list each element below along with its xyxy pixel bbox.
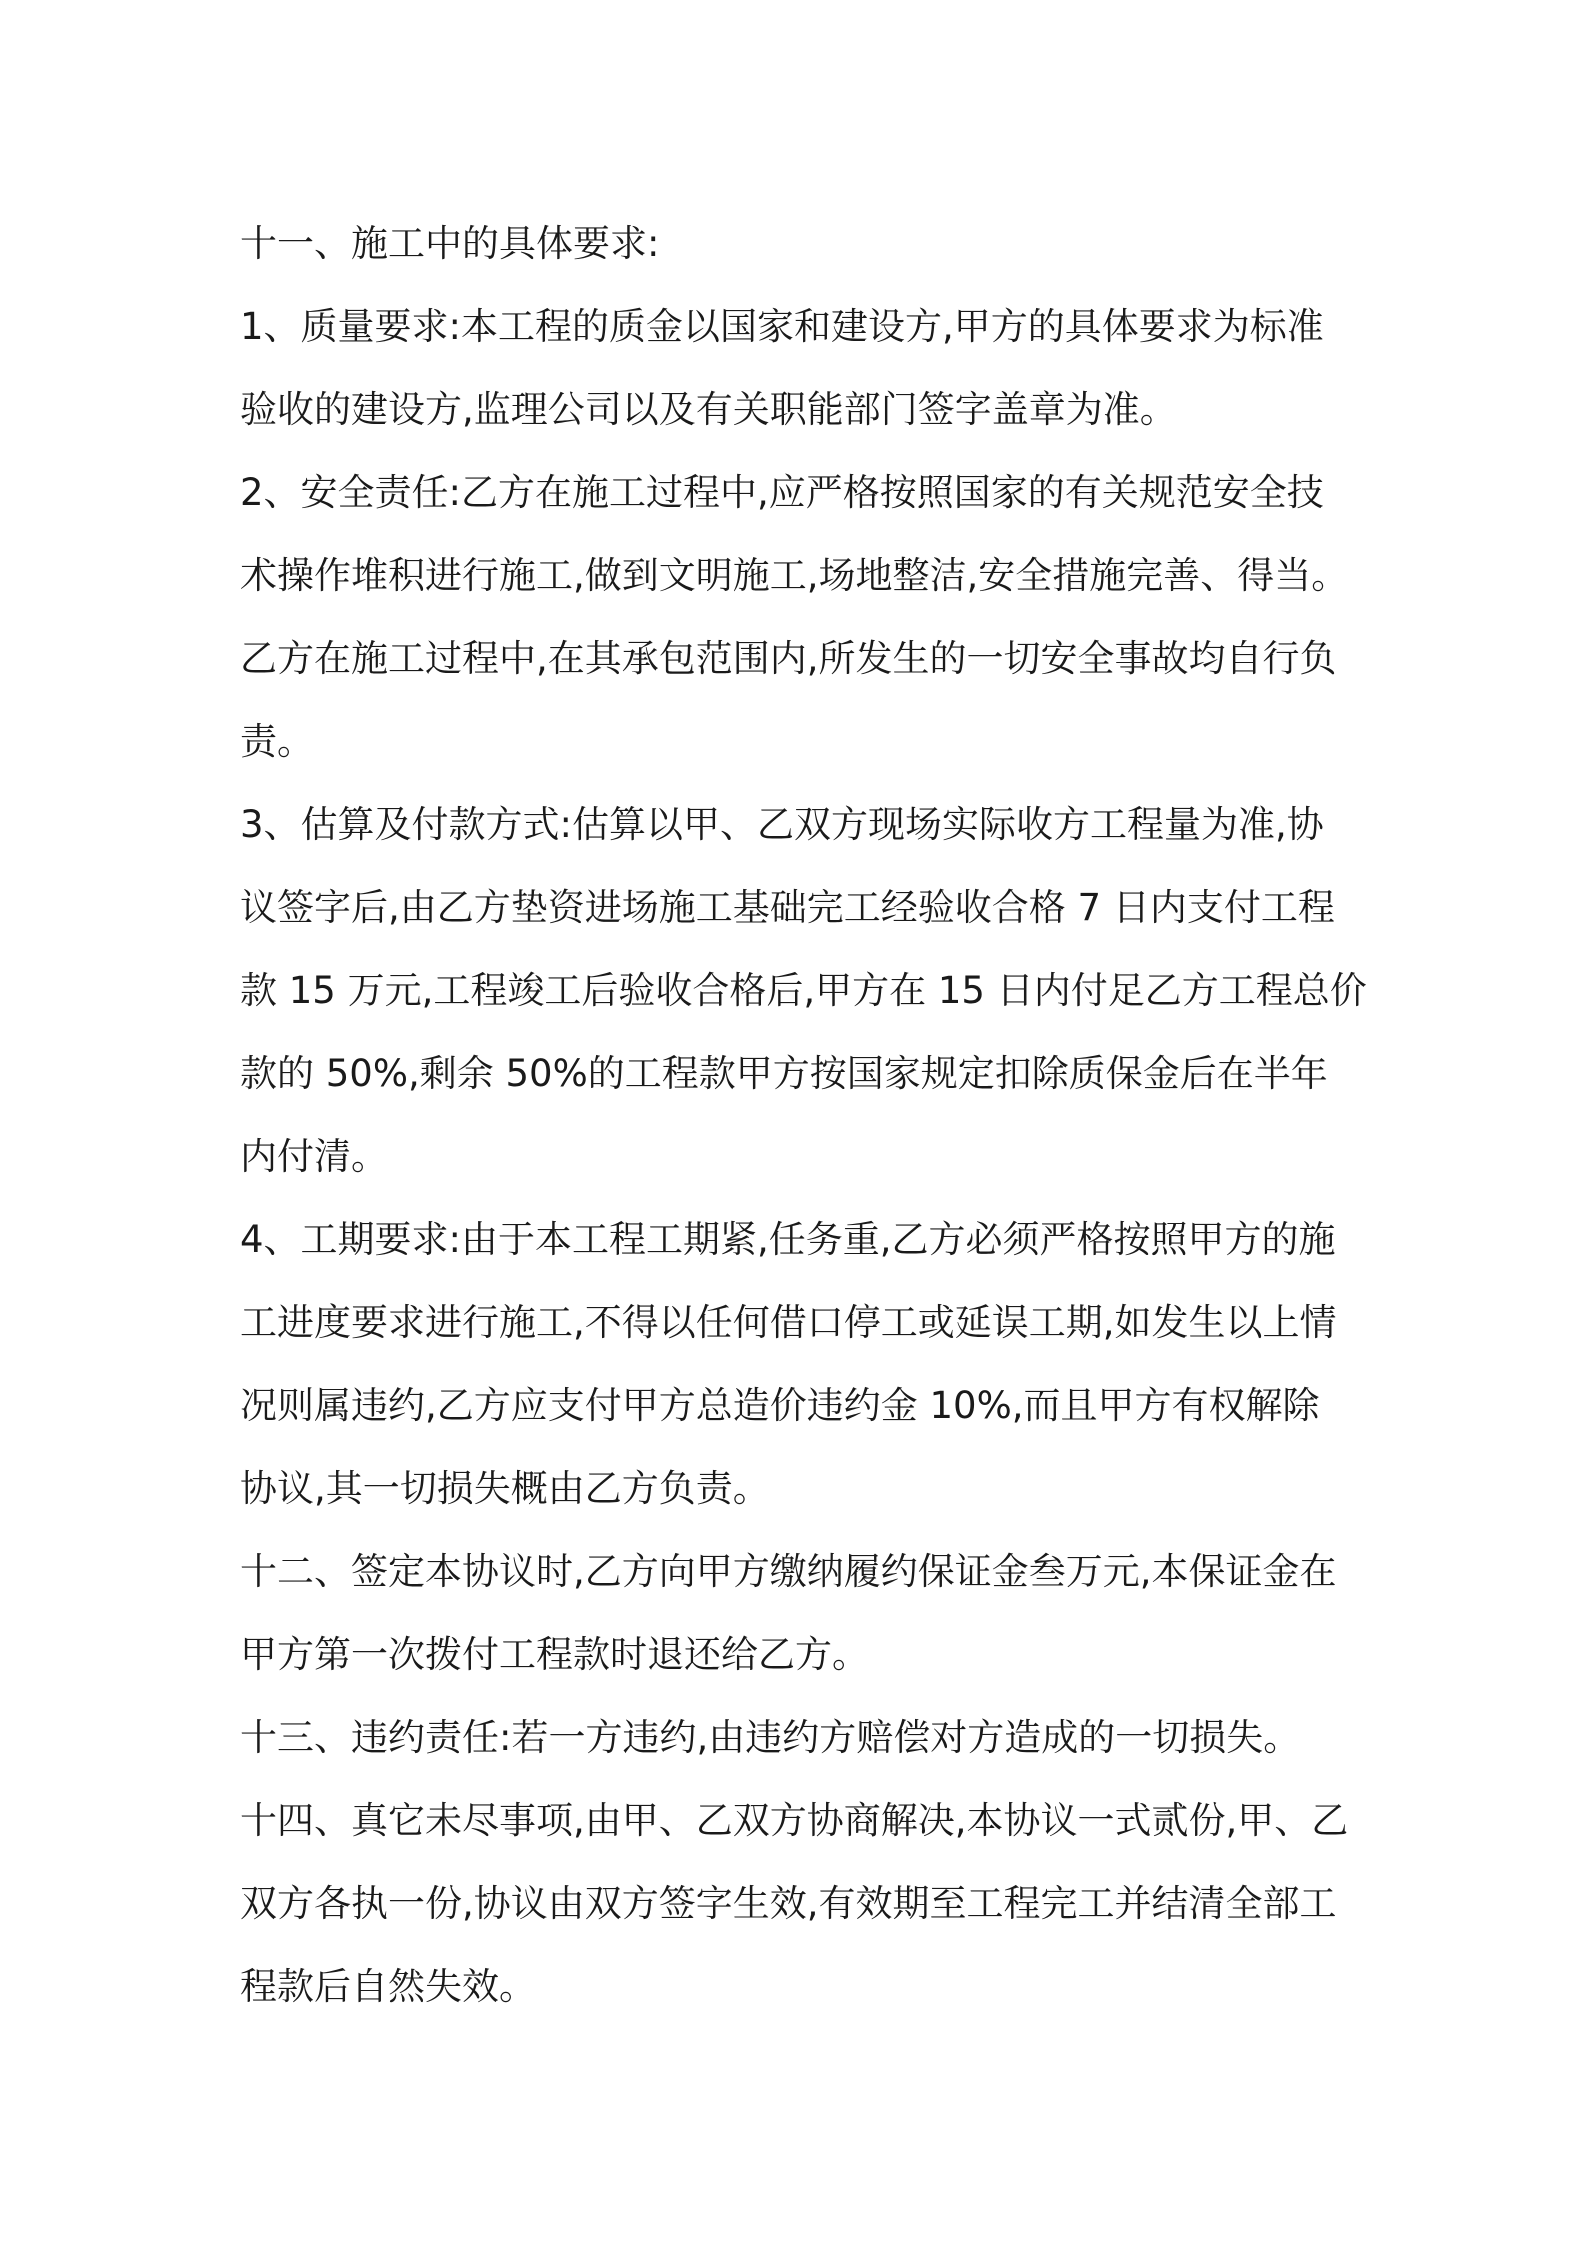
text-line: 4、工期要求:由于本工程工期紧,任务重,乙方必须严格按照甲方的施	[240, 1218, 1336, 1261]
clause-quality	[240, 285, 1360, 451]
clause-liability	[240, 1696, 1360, 1779]
clause-safety	[240, 451, 1360, 783]
text-line: 乙方在施工过程中,在其承包范围内,所发生的一切安全事故均自行负	[240, 637, 1337, 680]
document-body	[240, 202, 1367, 2028]
text-line: 十三、违约责任:若一方违约,由违约方赔偿对方造成的一切损失。	[240, 1716, 1301, 1759]
text-line: 十四、真它未尽事项,由甲、乙双方协商解决,本协议一式贰份,甲、乙	[240, 1799, 1349, 1842]
clause-other	[240, 1779, 1360, 2028]
text-line: 术操作堆积进行施工,做到文明施工,场地整洁,安全措施完善、得当。	[240, 554, 1349, 597]
text-line: 2、安全责任:乙方在施工过程中,应严格按照国家的有关规范安全技	[240, 471, 1324, 514]
text-line: 内付清。	[240, 1135, 388, 1178]
text-line: 协议,其一切损失概由乙方负责。	[240, 1467, 770, 1510]
text-line: 程款后自然失效。	[240, 1965, 536, 2008]
clause-deposit	[240, 1530, 1360, 1696]
text-line: 议签字后,由乙方垫资进场施工基础完工经验收合格 7 日内支付工程	[240, 886, 1335, 929]
text-line: 款 15 万元,工程竣工后验收合格后,甲方在 15 日内付足乙方工程总价	[240, 969, 1367, 1012]
text-line: 十二、签定本协议时,乙方向甲方缴纳履约保证金叁万元,本保证金在	[240, 1550, 1337, 1593]
text-line: 双方各执一份,协议由双方签字生效,有效期至工程完工并结清全部工	[240, 1882, 1337, 1925]
text-line: 款的 50%,剩余 50%的工程款甲方按国家规定扣除质保金后在半年	[240, 1052, 1328, 1095]
text-line: 甲方第一次拨付工程款时退还给乙方。	[240, 1633, 869, 1676]
clause-payment	[240, 783, 1367, 1198]
text-line: 况则属违约,乙方应支付甲方总造价违约金 10%,而且甲方有权解除	[240, 1384, 1320, 1427]
text-line: 3、估算及付款方式:估算以甲、乙双方现场实际收方工程量为准,协	[240, 803, 1324, 846]
clause-schedule	[240, 1198, 1360, 1530]
text-line: 工进度要求进行施工,不得以任何借口停工或延误工期,如发生以上情	[240, 1301, 1337, 1344]
section-heading	[240, 202, 1360, 285]
text-line: 责。	[240, 720, 314, 763]
text-line: 1、质量要求:本工程的质金以国家和建设方,甲方的具体要求为标准	[240, 305, 1324, 348]
text-line: 十一、施工中的具体要求:	[240, 222, 660, 265]
text-line: 验收的建设方,监理公司以及有关职能部门签字盖章为准。	[240, 388, 1177, 431]
